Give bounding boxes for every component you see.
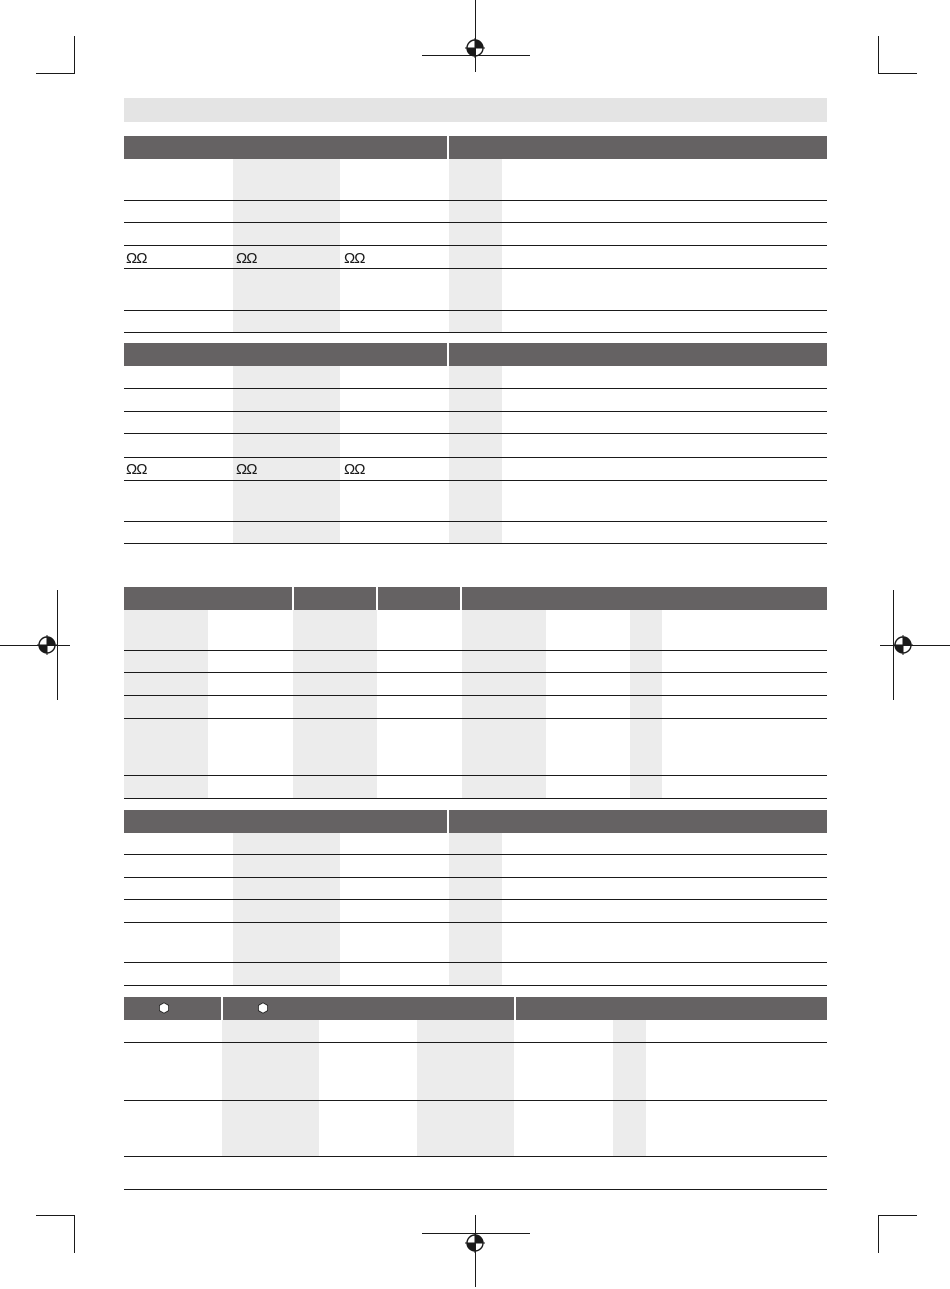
page-header-band — [124, 98, 827, 122]
table-header — [124, 997, 827, 1020]
footer-rule — [124, 1189, 827, 1190]
ohm-icon: ΩΩ — [344, 250, 365, 267]
ohm-icon: ΩΩ — [126, 250, 147, 267]
registration-mark-icon — [465, 38, 485, 58]
ohm-icon: ΩΩ — [236, 461, 257, 478]
table-header — [124, 136, 827, 159]
registration-mark-icon — [893, 635, 913, 655]
registration-mark-icon — [37, 635, 57, 655]
table-header — [124, 810, 827, 833]
table-header — [124, 343, 827, 366]
ohm-icon: ΩΩ — [236, 250, 257, 267]
registration-mark-icon — [465, 1233, 485, 1253]
hexagon-icon — [158, 1002, 170, 1014]
hexagon-icon — [257, 1002, 269, 1014]
table-header — [124, 587, 827, 610]
ohm-icon: ΩΩ — [344, 461, 365, 478]
ohm-icon: ΩΩ — [126, 461, 147, 478]
